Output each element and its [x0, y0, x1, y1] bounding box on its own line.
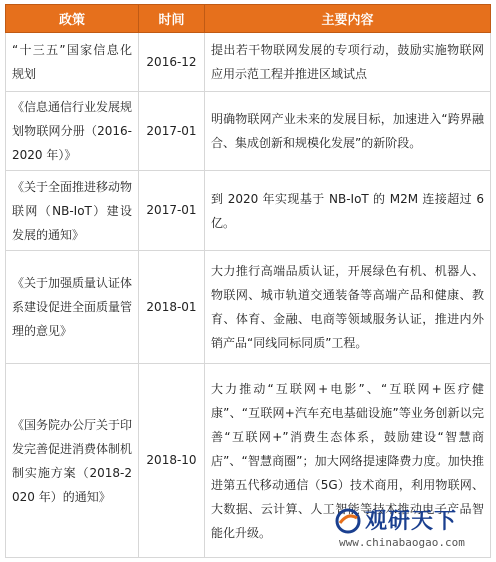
time-cell: 2017-01: [139, 171, 205, 251]
header-policy: 政策: [6, 5, 139, 33]
table-row: [6, 251, 491, 364]
policy-cell: 《国务院办公厅关于印发完善促进消费体制机制实施方案（2018-2020 年）的通知》: [6, 364, 139, 558]
policy-cell: “十三五”国家信息化规划: [6, 33, 139, 92]
time-cell: 2017-01: [139, 92, 205, 171]
content-cell: 大力推行高端品质认证，开展绿色有机、机器人、物联网、城市轨道交通装备等高端产品和健康、教育、体育、金融、电商等领域服务认证，推进内外销产品“同线同标同质”工程。: [205, 251, 491, 364]
policy-table: [5, 4, 491, 558]
time-cell: 2016-12: [139, 33, 205, 92]
policy-cell: 《关于加强质量认证体系建设促进全面质量管理的意见》: [6, 251, 139, 364]
policy-cell: 《信息通信行业发展规划物联网分册（2016-2020 年）》: [6, 92, 139, 171]
content-cell: 明确物联网产业未来的发展目标，加速进入“跨界融合、集成创新和规模化发展”的新阶段。: [205, 92, 491, 171]
watermark-brand-name: 观研天下: [365, 509, 458, 534]
time-cell: 2018-01: [139, 251, 205, 364]
header-content: 主要内容: [205, 5, 491, 33]
table-row: [6, 33, 491, 92]
content-cell: 提出若干物联网发展的专项行动，鼓励实施物联网应用示范工程并推进区域试点: [205, 33, 491, 92]
policy-cell: 《关于全面推进移动物联网（NB-IoT）建设发展的通知》: [6, 171, 139, 251]
header-time: 时间: [139, 5, 205, 33]
table-row: [6, 92, 491, 171]
table-header-row: [6, 5, 491, 33]
table-row: [6, 171, 491, 251]
watermark: [335, 502, 495, 558]
content-cell: 大力推动“互联网+电影”、“互联网+医疗健康”、“互联网+汽车充电基础设施”等业务创新以完善“互联网+”消费生态体系，鼓励建设“智慧商店”、“智慧商圈”；加大网络提速降费力度。加快推进第五代移动通信（5G）技术商用，利用物联网、大数据、云计算、人工智能等技术推动电子产品智能化升级。: [205, 364, 491, 558]
brand-logo-icon: [335, 508, 361, 534]
content-cell: 到 2020 年实现基于 NB-IoT 的 M2M 连接超过 6 亿。: [205, 171, 491, 251]
watermark-url: www.chinabaogao.com: [339, 536, 465, 549]
time-cell: 2018-10: [139, 364, 205, 558]
